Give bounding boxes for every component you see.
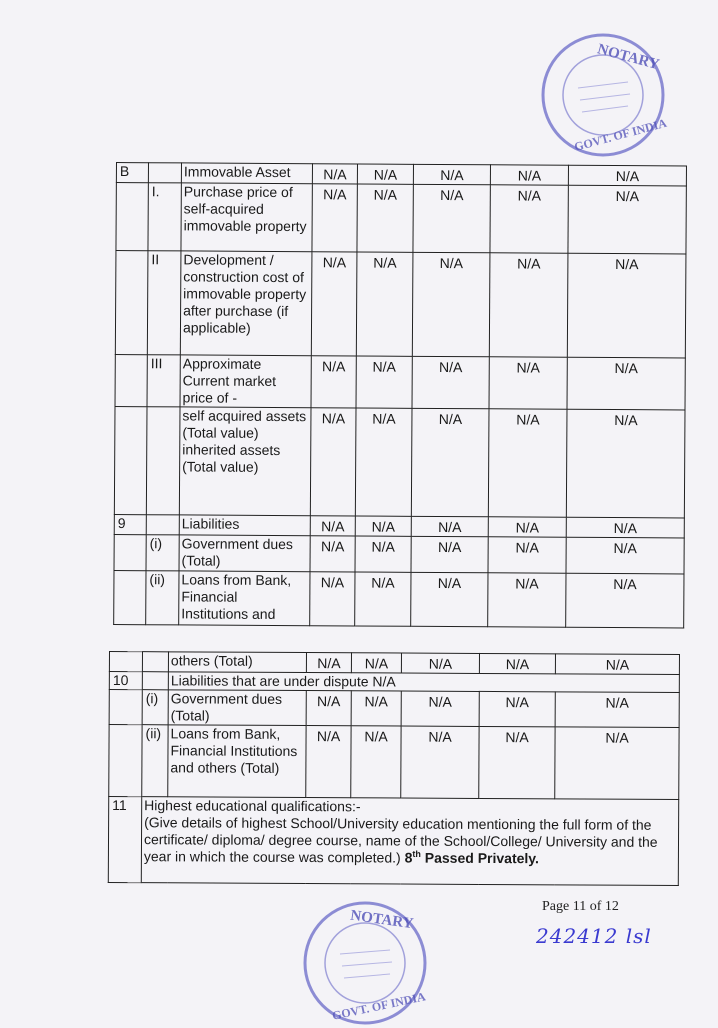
cell-value: N/A (412, 252, 490, 356)
cell-value: N/A (489, 253, 568, 357)
cell-value: N/A (351, 653, 401, 673)
cell-value: N/A (568, 165, 686, 186)
cell-value: N/A (306, 653, 351, 673)
cell-value: N/A (310, 516, 355, 536)
cell-value: N/A (351, 691, 401, 726)
cell-value: N/A (567, 357, 685, 410)
cell-value: N/A (306, 726, 351, 798)
page-number: Page 11 of 12 (542, 899, 619, 914)
row-label: Government dues (Total) (179, 535, 310, 572)
row-label: Loans from Bank, Financial Institutions and others (Total) (168, 725, 306, 798)
cell-value: N/A (488, 409, 567, 517)
cell-value: N/A (356, 252, 413, 356)
cell-value: N/A (479, 726, 555, 798)
cell-value: N/A (310, 408, 356, 516)
row-label: Government dues (Total) (168, 690, 306, 726)
cell-value: N/A (351, 726, 401, 798)
cell-value: N/A (401, 653, 479, 673)
section-letter: B (116, 163, 148, 183)
section-number: 11 (108, 797, 141, 883)
cell-value: N/A (412, 356, 489, 408)
cell-value: N/A (479, 653, 555, 673)
cell-value: N/A (555, 727, 679, 800)
notary-stamp-bottom (300, 898, 430, 1028)
cell-value: N/A (568, 185, 686, 254)
cell-value: N/A (490, 185, 568, 253)
education-title: Highest educational qualifications:- (144, 797, 361, 815)
cell-value: N/A (355, 516, 411, 536)
row-label: others (Total) (168, 652, 306, 673)
cell-value: N/A (490, 165, 568, 185)
cell-value: N/A (413, 184, 490, 252)
cell-value: N/A (312, 184, 357, 252)
section-number: 10 (109, 672, 142, 690)
svg-text:NOTARY: NOTARY (349, 907, 415, 933)
education-instructions: (Give details of highest School/University education mentioning the full form of the certificate/ diploma/ degree course, name of the School/College/ University and the year in which the course was completed.) 8th Passed Privately. (143, 814, 658, 867)
cell-value: N/A (413, 164, 490, 184)
row-number: (i) (142, 690, 168, 725)
cell-value: N/A (488, 517, 566, 537)
cell-value: N/A (567, 253, 686, 358)
cell-value: N/A (356, 356, 412, 408)
cell-value: N/A (566, 409, 685, 518)
section-number: 9 (114, 514, 146, 534)
education-answer: 8th Passed Privately. (404, 848, 539, 867)
svg-text:GOVT. OF INDIA: GOVT. OF INDIA (330, 989, 427, 1023)
cell-value: N/A (479, 691, 555, 726)
row-number: II (147, 251, 181, 355)
liabilities-education-table (108, 651, 680, 886)
cell-value: N/A (401, 726, 479, 798)
cell-value: N/A (357, 164, 413, 184)
cell-value: N/A (555, 654, 679, 675)
cell-value: N/A (566, 573, 684, 628)
cell-value: N/A (411, 408, 489, 516)
cell-value: N/A (306, 691, 351, 726)
row-number: (i) (146, 535, 179, 571)
svg-text:NOTARY: NOTARY (595, 41, 661, 74)
cell-value: N/A (355, 536, 411, 572)
row-label: self acquired assets (Total value) inherited assets (Total value) (179, 407, 311, 516)
handwritten-annotation: 242412 lsl (536, 924, 652, 948)
cell-value: N/A (488, 573, 566, 627)
education-cell (141, 797, 678, 886)
immovable-assets-table (113, 162, 687, 628)
cell-value: N/A (411, 516, 488, 536)
cell-value: N/A (566, 537, 684, 574)
cell-value: N/A (312, 164, 357, 184)
row-label: Liabilities that are under dispute N/A (168, 672, 679, 693)
row-label: Loans from Bank, Financial Institutions and (179, 571, 310, 626)
row-label: Purchase price of self-acquired immovable property (181, 183, 312, 252)
row-number: (ii) (146, 571, 179, 625)
cell-value: N/A (411, 572, 488, 626)
cell-value: N/A (566, 517, 684, 538)
row-label: Liabilities (179, 515, 310, 536)
svg-text:GOVT. OF INDIA: GOVT. OF INDIA (572, 115, 668, 154)
cell-value: N/A (310, 536, 355, 572)
cell-value: N/A (311, 356, 356, 408)
cell-value: N/A (357, 184, 413, 252)
cell-value: N/A (401, 691, 479, 726)
cell-value: N/A (555, 692, 679, 728)
row-number: III (147, 355, 180, 407)
row-label: Approximate Current market price of - (180, 355, 311, 408)
cell-value: N/A (411, 536, 488, 572)
cell-value: N/A (489, 357, 567, 409)
cell-value: N/A (355, 408, 412, 516)
cell-value: N/A (311, 252, 357, 356)
row-label: Development / construction cost of immovable property after purchase (if applicable) (180, 251, 312, 356)
notary-stamp-top (538, 30, 668, 160)
row-number: (ii) (142, 725, 168, 797)
cell-value: N/A (310, 572, 355, 626)
cell-value: N/A (488, 537, 566, 573)
row-label: Immovable Asset (181, 163, 312, 184)
row-number: I. (148, 183, 181, 251)
cell-value: N/A (355, 572, 411, 626)
